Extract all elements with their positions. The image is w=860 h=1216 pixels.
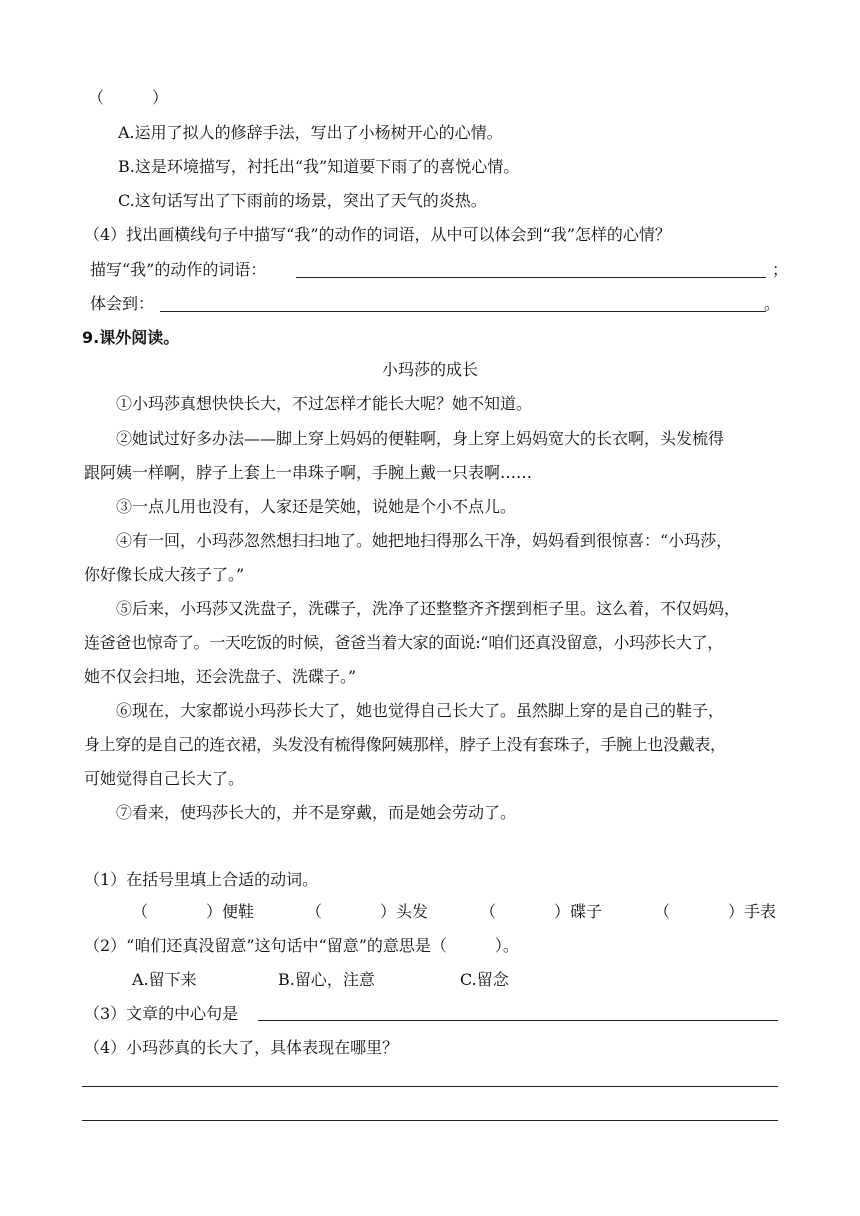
question-8-4: （4）找出画横线句子中描写“我”的动作的词语，从中可以体会到“我”怎样的心情？	[84, 225, 671, 244]
option-c: C.这句话写出了下雨前的场景，突出了天气的炎热。	[118, 191, 487, 210]
question-9-3: （3）文章的中心句是	[84, 1004, 239, 1023]
paragraph-5-line-3: 她不仅会扫地，还会洗盘子、洗碟子。”	[84, 667, 357, 686]
option-a: A.运用了拟人的修辞手法，写出了小杨树开心的心情。	[118, 123, 503, 142]
question-9-1: （1）在括号里填上合适的动词。	[84, 870, 319, 889]
fill-word-3: 碟子	[570, 902, 603, 921]
question-9-2: （2）“咱们还真没留意”这句话中“留意”的意思是（ ）。	[84, 936, 519, 955]
paren-open: （	[480, 902, 497, 921]
answer-line-2[interactable]	[82, 1120, 778, 1121]
paren-close: ）	[728, 902, 745, 921]
option-2-b: B.留心，注意	[278, 970, 375, 989]
fill-word-1: 便鞋	[222, 902, 255, 921]
paren-open: （	[654, 902, 671, 921]
fill-item-1	[132, 900, 254, 924]
paragraph-5-line-1: ⑤后来，小玛莎又洗盘子，洗碟子，洗净了还整整齐齐摆到柜子里。这么着，不仅妈妈，	[116, 599, 741, 618]
answer-line-feeling[interactable]	[160, 311, 766, 312]
paragraph-6-line-3: 可她觉得自己长大了。	[84, 769, 245, 788]
label-action-words: 描写“我”的动作的词语：	[90, 260, 267, 279]
paragraph-5-line-2: 连爸爸也惊奇了。一天吃饭的时候，爸爸当着大家的面说:“咱们还真没留意，小玛莎长大了，	[84, 633, 723, 652]
paren-open: （	[306, 902, 323, 921]
paren-close: ）	[206, 902, 223, 921]
semicolon: ；	[772, 260, 789, 279]
answer-line-action-words[interactable]	[296, 277, 766, 278]
period: 。	[764, 294, 781, 313]
paragraph-3: ③一点儿用也没有，人家还是笑她，说她是个小不点儿。	[116, 497, 517, 516]
answer-line-1[interactable]	[82, 1086, 778, 1087]
paragraph-4-line-1: ④有一回，小玛莎忽然想扫扫地了。她把地扫得那么干净，妈妈看到很惊喜：“小玛莎，	[116, 531, 733, 550]
fill-item-3	[480, 900, 602, 924]
paragraph-4-line-2: 你好像长成大孩子了。”	[84, 565, 245, 584]
paragraph-6-line-2: 身上穿的是自己的连衣裙，头发没有梳得像阿姨那样，脖子上没有套珠子，手腕上也没戴表，	[84, 735, 726, 754]
paragraph-2-line-2: 跟阿姨一样啊，脖子上套上一串珠子啊，手腕上戴一只表啊……	[84, 463, 533, 482]
paragraph-2-line-1: ②她试过好多办法——脚上穿上妈妈的便鞋啊，身上穿上妈妈宽大的长衣啊，头发梳得	[116, 429, 725, 448]
paren-close: ）	[554, 902, 571, 921]
passage-title: 小玛莎的成长	[381, 360, 478, 379]
fill-item-4	[654, 900, 776, 924]
option-2-a: A.留下来	[132, 970, 197, 989]
fill-item-2	[306, 900, 428, 924]
option-2-c: C.留念	[460, 970, 509, 989]
question-9-heading: 9.课外阅读。	[82, 328, 180, 347]
label-feeling: 体会到：	[90, 294, 155, 313]
paragraph-7: ⑦看来，使玛莎长大的，并不是穿戴，而是她会劳动了。	[116, 803, 517, 822]
paragraph-1: ①小玛莎真想快快长大，不过怎样才能长大呢？她不知道。	[116, 394, 533, 413]
option-b: B.这是环境描写，衬托出“我”知道要下雨了的喜悦心情。	[118, 157, 520, 176]
paren-open: （	[132, 902, 149, 921]
answer-line-central-sentence[interactable]	[258, 1020, 778, 1021]
answer-paren[interactable]: （ ）	[88, 88, 169, 107]
paren-close: ）	[380, 902, 397, 921]
paragraph-6-line-1: ⑥现在，大家都说小玛莎长大了，她也觉得自己长大了。虽然脚上穿的是自己的鞋子，	[116, 701, 725, 720]
question-9-4: （4）小玛莎真的长大了，具体表现在哪里？	[84, 1038, 399, 1057]
fill-word-2: 头发	[396, 902, 429, 921]
fill-word-4: 手表	[744, 902, 777, 921]
